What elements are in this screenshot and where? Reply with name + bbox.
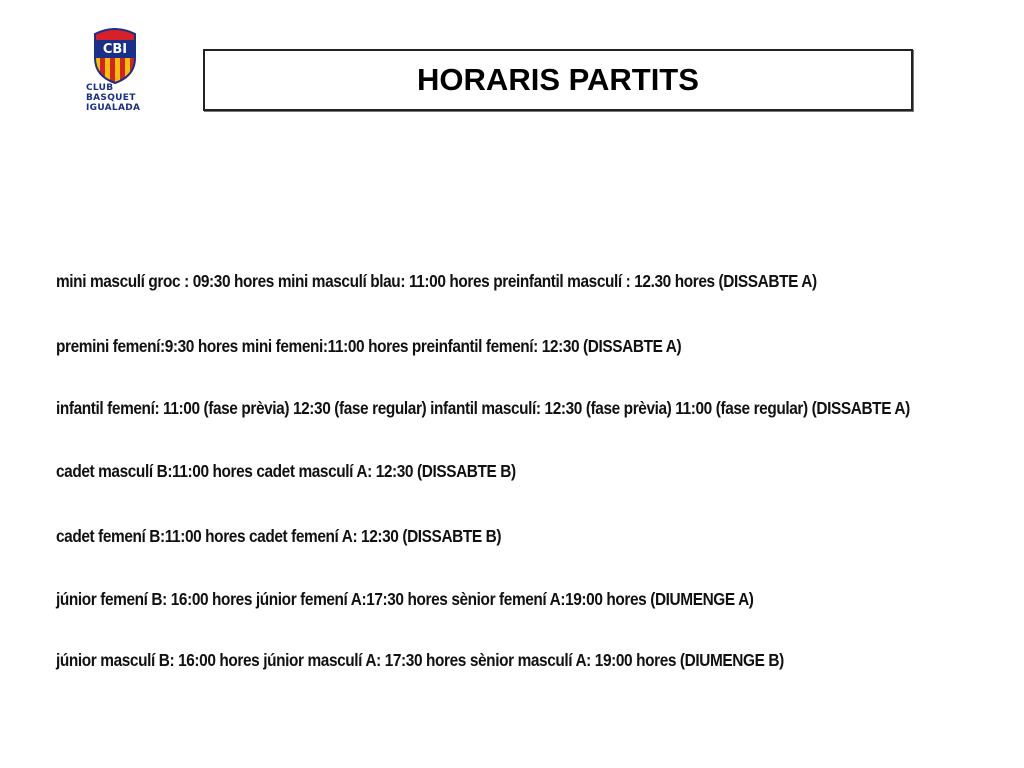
club-name	[86, 83, 150, 113]
schedule-line: mini masculí groc : 09:30 hores mini masculí blau: 11:00 hores preinfantil masculí : 12.30 hores (DISSABTE A)	[56, 271, 817, 291]
club-logo	[84, 28, 148, 118]
page-title: HORARIS PARTITS	[417, 62, 699, 97]
schedule-line: júnior masculí B: 16:00 hores júnior masculí A: 17:30 hores sènior masculí A: 19:00 hores (DIUMENGE B)	[56, 650, 784, 670]
schedule-line: premini femení:9:30 hores mini femeni:11:00 hores preinfantil femení: 12:30 (DISSABTE A)	[56, 336, 682, 356]
schedule-line: júnior femení B: 16:00 hores júnior femení A:17:30 hores sènior femení A:19:00 hores (DIUMENGE A)	[56, 589, 754, 609]
club-name-line: CLUB	[86, 83, 114, 93]
title-box	[203, 49, 913, 111]
schedule-line: cadet masculí B:11:00 hores cadet masculí A: 12:30 (DISSABTE B)	[56, 461, 516, 481]
logo-initials: CBI	[102, 42, 128, 57]
schedule-line: infantil femení: 11:00 (fase prèvia) 12:30 (fase regular) infantil masculí: 12:30 (fase prèvia) 11:00 (fase regular) (DISSABTE A)	[56, 398, 910, 418]
club-name-line: BASQUET	[86, 93, 136, 103]
schedule-line: cadet femení B:11:00 hores cadet femení A: 12:30 (DISSABTE B)	[56, 526, 502, 546]
club-name-line: IGUALADA	[86, 103, 141, 113]
